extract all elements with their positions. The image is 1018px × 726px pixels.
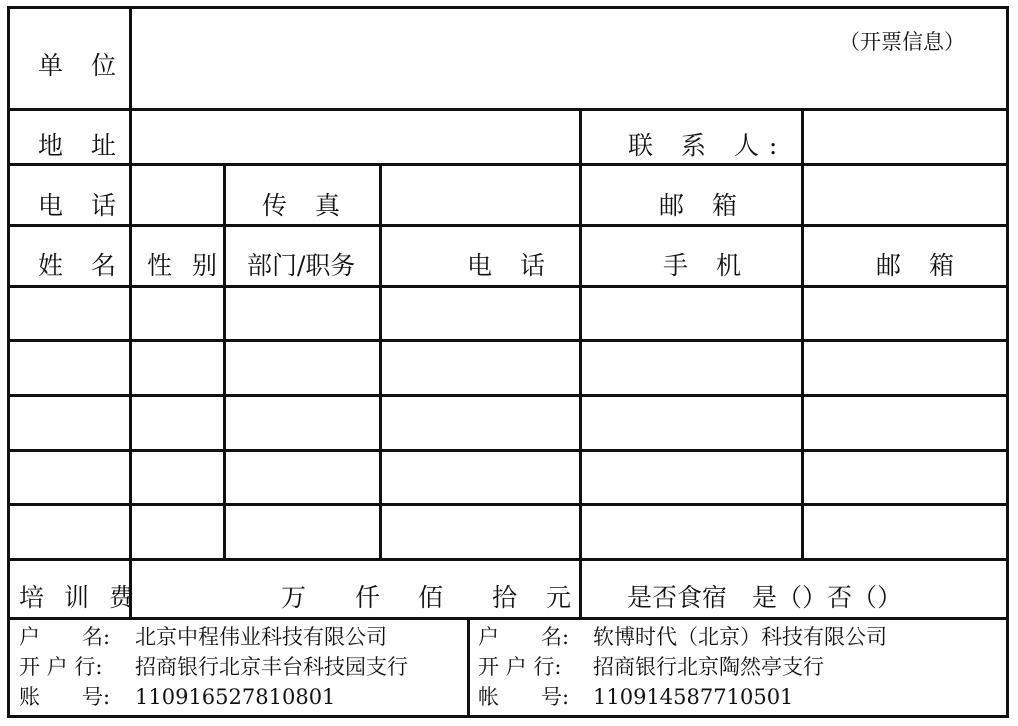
bank-left-bank: 招商银行北京丰台科技园支行 (135, 655, 408, 679)
bank-left-name: 北京中程伟业科技有限公司 (135, 625, 387, 649)
row-divider (7, 339, 1009, 342)
row-divider (7, 617, 1009, 620)
bank-right-bank-label: 开 户 行: (478, 655, 562, 679)
border-bottom (7, 715, 1009, 718)
col-divider (223, 163, 226, 227)
bank-right-name-label: 户 名: (478, 625, 570, 649)
row-divider (7, 285, 1009, 288)
email-label: 邮 箱 (659, 191, 747, 220)
fee-qian: 仟 (355, 583, 381, 612)
fax-label: 传 真 (262, 191, 350, 220)
address-label: 地 址 (38, 131, 126, 160)
bank-left-bank-label: 开 户 行: (19, 655, 103, 679)
header-dept-title: 部门/职务 (247, 251, 356, 280)
bank-right-bank: 招商银行北京陶然亭支行 (593, 655, 824, 679)
bank-left-account: 110916527810801 (135, 685, 336, 709)
header-gender: 性 别 (147, 251, 223, 280)
row-divider (7, 558, 1009, 561)
bank-right-name: 软博时代（北京）科技有限公司 (593, 625, 887, 649)
border-top (7, 6, 1009, 9)
fee-wan: 万 (281, 583, 307, 612)
fee-shi: 拾 (492, 583, 518, 612)
border-left (7, 6, 10, 718)
meal-lodging-option: 是否食宿 是（）否（） (627, 583, 903, 612)
fee-label: 培 训 费 (19, 583, 140, 612)
header-name: 姓 名 (38, 251, 126, 280)
col-divider (379, 163, 382, 561)
row-divider (7, 108, 1009, 111)
row-divider (7, 503, 1009, 506)
invoice-note: （开票信息） (839, 30, 965, 54)
col-divider (467, 617, 470, 718)
header-email: 邮 箱 (876, 251, 964, 280)
bank-right-account: 110914587710501 (593, 685, 794, 709)
header-phone: 电 话 (467, 251, 555, 280)
border-right (1006, 6, 1009, 718)
row-divider (7, 163, 1009, 166)
col-divider (801, 108, 804, 561)
phone-label: 电 话 (38, 191, 126, 220)
row-divider (7, 394, 1009, 397)
bank-left-name-label: 户 名: (19, 625, 111, 649)
col-divider (129, 6, 132, 620)
row-divider (7, 224, 1009, 227)
bank-right-account-label: 帐 号: (478, 685, 570, 709)
contact-label: 联 系 人: (628, 131, 788, 160)
header-mobile: 手 机 (663, 251, 751, 280)
unit-label: 单 位 (38, 51, 126, 80)
col-divider (579, 108, 582, 620)
fee-yuan: 元 (546, 583, 572, 612)
col-divider (223, 224, 226, 561)
row-divider (7, 449, 1009, 452)
bank-left-account-label: 账 号: (19, 685, 111, 709)
fee-bai: 佰 (418, 583, 444, 612)
registration-form (7, 6, 1009, 718)
